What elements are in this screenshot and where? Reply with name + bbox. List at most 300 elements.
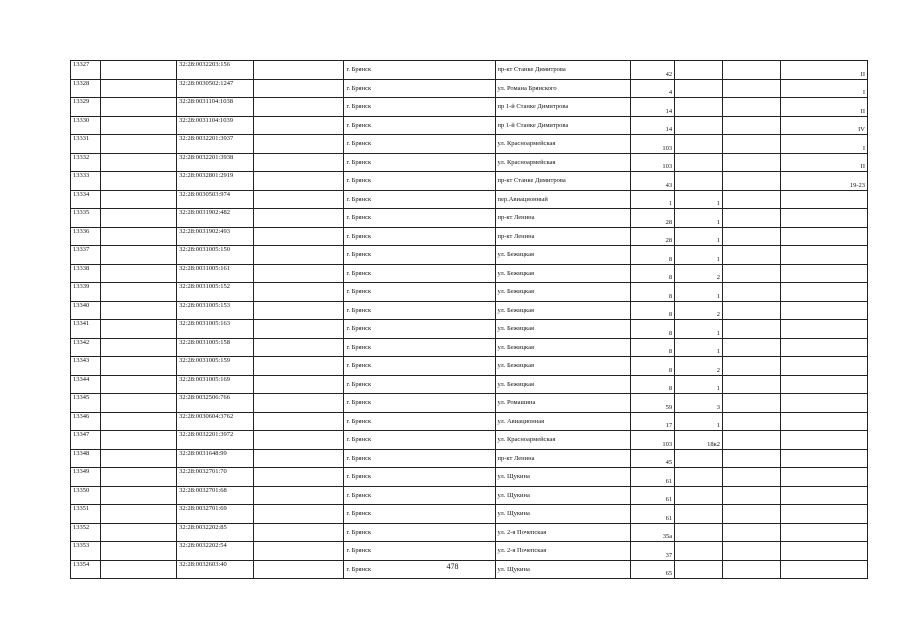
house-number-cell: [631, 394, 675, 413]
row-number-cell: [71, 227, 101, 246]
blank-cell: [100, 116, 177, 135]
house-number-cell: [631, 357, 675, 376]
cadastral-number-text: 32:28:0030503:974: [179, 190, 231, 198]
table-row: [71, 523, 868, 542]
blank-cell: [100, 190, 177, 209]
premises-number-cell: [781, 135, 868, 154]
cadastral-number-cell: [177, 264, 254, 283]
blank-cell: [723, 172, 781, 191]
cadastral-number-cell: [177, 172, 254, 191]
house-number-cell: [631, 264, 675, 283]
premises-number-cell: [781, 468, 868, 487]
row-number-cell: [71, 61, 101, 80]
house-number-cell: [631, 449, 675, 468]
street-text: ул. Щукина: [497, 510, 530, 517]
city-text: г. Брянск: [346, 158, 372, 166]
house-number-text: 8: [668, 366, 673, 374]
house-number-cell: [631, 116, 675, 135]
row-number-text: 13337: [73, 246, 90, 253]
cadastral-number-text: 32:28:0032202:54: [179, 542, 227, 549]
cadastral-number-text: 32:28:0031005:161: [179, 264, 231, 272]
blank-cell: [723, 357, 781, 376]
row-number-cell: [71, 375, 101, 394]
premises-number-cell: [781, 449, 868, 468]
city-cell: [344, 523, 495, 542]
premises-number-cell: [781, 227, 868, 246]
premises-number-text: IV: [858, 126, 865, 133]
cadastral-number-cell: [177, 116, 254, 135]
cadastral-number-text: 32:28:0031104:1038: [179, 98, 234, 105]
cadastral-number-cell: [177, 153, 254, 172]
premises-number-text: 19-23: [849, 181, 865, 189]
house-number-text: 35а: [662, 533, 673, 540]
blank-cell: [723, 246, 781, 265]
building-number-cell: [675, 246, 723, 265]
premises-number-cell: [781, 264, 868, 283]
street-text: ул. 2-я Почепская: [497, 528, 547, 536]
row-number-cell: [71, 431, 101, 450]
city-text: г. Брянск: [346, 140, 372, 147]
house-number-text: 28: [665, 237, 673, 244]
house-number-cell: [631, 190, 675, 209]
city-text: г. Брянск: [346, 454, 372, 462]
city-cell: [344, 542, 495, 561]
city-text: г. Брянск: [346, 325, 372, 332]
row-number-cell: [71, 172, 101, 191]
street-cell: [495, 301, 631, 320]
blank-cell: [253, 449, 344, 468]
house-number-cell: [631, 98, 675, 117]
premises-number-text: II: [860, 107, 865, 115]
city-cell: [344, 449, 495, 468]
city-text: г. Брянск: [346, 269, 372, 277]
city-cell: [344, 375, 495, 394]
cadastral-number-text: 32:28:0031005:159: [179, 357, 231, 364]
blank-cell: [723, 468, 781, 487]
row-number-cell: [71, 320, 101, 339]
row-number-cell: [71, 468, 101, 487]
house-number-text: 1: [668, 200, 673, 207]
table-row: [71, 227, 868, 246]
cadastral-number-text: 32:28:0031005:152: [179, 283, 231, 290]
street-text: ул. Романа Брянского: [497, 84, 557, 92]
building-number-text: 1: [716, 348, 721, 355]
cadastral-number-text: 32:28:0032701:70: [179, 468, 227, 475]
street-cell: [495, 505, 631, 524]
premises-number-cell: [781, 431, 868, 450]
table-row: [71, 375, 868, 394]
cadastral-number-text: 32:28:0032603:40: [179, 560, 227, 568]
building-number-cell: [675, 505, 723, 524]
city-cell: [344, 79, 495, 98]
cadastral-number-text: 32:28:0032201:3938: [179, 153, 234, 161]
premises-number-cell: [781, 357, 868, 376]
blank-cell: [253, 394, 344, 413]
house-number-cell: [631, 412, 675, 431]
blank-cell: [723, 190, 781, 209]
row-number-cell: [71, 209, 101, 228]
house-number-text: 61: [665, 514, 673, 522]
house-number-text: 8: [668, 329, 673, 337]
premises-number-cell: [781, 209, 868, 228]
city-cell: [344, 98, 495, 117]
city-text: г. Брянск: [346, 380, 372, 388]
blank-cell: [253, 301, 344, 320]
cadastral-number-text: 32:28:0032701:69: [179, 505, 227, 512]
row-number-cell: [71, 357, 101, 376]
house-number-cell: [631, 227, 675, 246]
premises-number-cell: [781, 301, 868, 320]
row-number-cell: [71, 449, 101, 468]
building-number-text: 1: [716, 385, 721, 392]
blank-cell: [723, 153, 781, 172]
cadastral-number-cell: [177, 320, 254, 339]
house-number-cell: [631, 320, 675, 339]
cadastral-number-text: 32:28:0030502:1247: [179, 79, 234, 87]
city-cell: [344, 505, 495, 524]
house-number-text: 42: [665, 70, 673, 78]
city-text: г. Брянск: [346, 195, 372, 203]
house-number-text: 14: [665, 107, 673, 115]
blank-cell: [100, 542, 177, 561]
row-number-cell: [71, 338, 101, 357]
blank-cell: [253, 79, 344, 98]
blank-cell: [723, 116, 781, 135]
table-row: [71, 153, 868, 172]
city-cell: [344, 431, 495, 450]
building-number-text: 2: [716, 311, 721, 318]
cadastral-number-cell: [177, 190, 254, 209]
row-number-text: 13336: [73, 227, 90, 235]
city-cell: [344, 190, 495, 209]
house-number-text: 8: [668, 255, 673, 263]
blank-cell: [100, 523, 177, 542]
street-text: ул. Авиационная: [497, 417, 545, 425]
street-cell: [495, 431, 631, 450]
building-number-cell: [675, 98, 723, 117]
row-number-text: 13349: [73, 468, 90, 475]
row-number-text: 13338: [73, 264, 90, 272]
cadastral-number-cell: [177, 61, 254, 80]
street-text: пр-кт Станке Димитрова: [497, 177, 566, 184]
table-row: [71, 116, 868, 135]
house-number-cell: [631, 246, 675, 265]
cadastral-number-text: 32:28:0032201:3937: [179, 135, 234, 142]
premises-number-cell: [781, 79, 868, 98]
row-number-cell: [71, 246, 101, 265]
street-cell: [495, 227, 631, 246]
row-number-cell: [71, 542, 101, 561]
row-number-text: 13353: [73, 542, 90, 549]
premises-number-cell: [781, 523, 868, 542]
city-text: г. Брянск: [346, 103, 372, 110]
building-number-cell: [675, 209, 723, 228]
blank-cell: [253, 61, 344, 80]
table-row: [71, 301, 868, 320]
house-number-cell: [631, 542, 675, 561]
street-text: ул. Бежицкая: [497, 343, 534, 351]
blank-cell: [723, 61, 781, 80]
blank-cell: [723, 135, 781, 154]
blank-cell: [100, 283, 177, 302]
house-number-text: 8: [668, 274, 673, 281]
blank-cell: [253, 375, 344, 394]
building-number-cell: [675, 61, 723, 80]
cadastral-number-text: 32:28:0032801:2919: [179, 172, 234, 179]
city-cell: [344, 209, 495, 228]
street-text: ул. Щукина: [497, 491, 530, 499]
cadastral-number-text: 32:28:0032203:156: [179, 61, 231, 68]
blank-cell: [723, 227, 781, 246]
cadastral-number-cell: [177, 357, 254, 376]
cadastral-number-cell: [177, 246, 254, 265]
premises-number-cell: [781, 98, 868, 117]
row-number-text: 13354: [73, 560, 90, 568]
cadastral-number-text: 32:28:0032506:766: [179, 394, 231, 401]
city-cell: [344, 357, 495, 376]
blank-cell: [723, 412, 781, 431]
city-cell: [344, 412, 495, 431]
street-cell: [495, 283, 631, 302]
cadastral-number-cell: [177, 98, 254, 117]
street-text: пер.Авиационный: [497, 195, 548, 203]
city-cell: [344, 61, 495, 80]
street-text: ул. Бежицкая: [497, 269, 534, 277]
cadastral-number-cell: [177, 468, 254, 487]
table-row: [71, 505, 868, 524]
blank-cell: [100, 357, 177, 376]
table-row: [71, 172, 868, 191]
house-number-cell: [631, 209, 675, 228]
row-number-text: 13351: [73, 505, 90, 512]
building-number-text: 1: [716, 255, 721, 263]
cadastral-number-cell: [177, 301, 254, 320]
row-number-cell: [71, 394, 101, 413]
city-cell: [344, 394, 495, 413]
house-number-cell: [631, 468, 675, 487]
house-number-text: 8: [668, 385, 673, 392]
house-number-text: 43: [665, 181, 673, 189]
city-text: г. Брянск: [346, 343, 372, 351]
city-cell: [344, 301, 495, 320]
building-number-text: 1: [716, 422, 721, 429]
city-cell: [344, 320, 495, 339]
blank-cell: [723, 98, 781, 117]
row-number-text: 13342: [73, 338, 90, 346]
cadastral-number-text: 32:28:0031104:1039: [179, 116, 234, 124]
blank-cell: [253, 246, 344, 265]
city-cell: [344, 153, 495, 172]
blank-cell: [723, 394, 781, 413]
city-text: г. Брянск: [346, 288, 372, 295]
premises-number-text: I: [862, 144, 865, 152]
building-number-cell: [675, 468, 723, 487]
city-text: г. Брянск: [346, 436, 372, 443]
building-number-text: 1: [716, 237, 721, 244]
house-number-cell: [631, 172, 675, 191]
street-text: ул. Ромашина: [497, 399, 536, 406]
row-number-text: 13350: [73, 486, 90, 494]
row-number-cell: [71, 283, 101, 302]
register-table-body: [71, 61, 868, 579]
city-text: г. Брянск: [346, 565, 372, 573]
city-text: г. Брянск: [346, 121, 372, 129]
row-number-text: 13340: [73, 301, 90, 309]
cadastral-number-text: 32:28:0031902:493: [179, 227, 231, 235]
row-number-text: 13332: [73, 153, 90, 161]
cadastral-number-cell: [177, 412, 254, 431]
house-number-cell: [631, 301, 675, 320]
cadastral-number-cell: [177, 394, 254, 413]
building-number-cell: [675, 301, 723, 320]
premises-number-cell: [781, 190, 868, 209]
house-number-text: 59: [665, 403, 673, 411]
city-text: г. Брянск: [346, 232, 372, 240]
building-number-text: 3: [716, 403, 721, 411]
blank-cell: [253, 227, 344, 246]
blank-cell: [100, 505, 177, 524]
city-cell: [344, 468, 495, 487]
house-number-cell: [631, 283, 675, 302]
street-text: ул. Бежицкая: [497, 380, 534, 388]
blank-cell: [100, 449, 177, 468]
table-row: [71, 357, 868, 376]
blank-cell: [100, 301, 177, 320]
table-row: [71, 209, 868, 228]
street-cell: [495, 468, 631, 487]
page-number: 478: [446, 562, 459, 571]
building-number-cell: [675, 172, 723, 191]
street-text: пр-кт Ленина: [497, 214, 535, 221]
blank-cell: [100, 61, 177, 80]
house-number-cell: [631, 431, 675, 450]
house-number-text: 103: [662, 144, 673, 152]
street-cell: [495, 135, 631, 154]
blank-cell: [253, 153, 344, 172]
blank-cell: [253, 98, 344, 117]
blank-cell: [723, 79, 781, 98]
blank-cell: [253, 283, 344, 302]
cadastral-number-cell: [177, 431, 254, 450]
city-text: г. Брянск: [346, 362, 372, 369]
city-text: г. Брянск: [346, 84, 372, 92]
city-text: г. Брянск: [346, 306, 372, 314]
blank-cell: [100, 412, 177, 431]
premises-number-text: I: [862, 89, 865, 96]
street-text: пр 1-й Станке Димитрова: [497, 103, 569, 110]
premises-number-cell: [781, 338, 868, 357]
premises-number-cell: [781, 246, 868, 265]
blank-cell: [253, 505, 344, 524]
house-number-cell: [631, 61, 675, 80]
row-number-text: 13346: [73, 412, 90, 420]
premises-number-cell: [781, 505, 868, 524]
city-text: г. Брянск: [346, 491, 372, 499]
table-row: [71, 394, 868, 413]
city-text: г. Брянск: [346, 66, 372, 73]
building-number-cell: [675, 449, 723, 468]
blank-cell: [253, 412, 344, 431]
row-number-cell: [71, 190, 101, 209]
blank-cell: [100, 246, 177, 265]
building-number-text: 1: [716, 292, 721, 300]
blank-cell: [723, 338, 781, 357]
street-cell: [495, 98, 631, 117]
blank-cell: [100, 227, 177, 246]
row-number-text: 13329: [73, 98, 90, 105]
blank-cell: [723, 523, 781, 542]
blank-cell: [100, 431, 177, 450]
house-number-text: 61: [665, 477, 673, 485]
premises-number-text: II: [860, 163, 865, 170]
cadastral-number-cell: [177, 227, 254, 246]
row-number-text: 13331: [73, 135, 90, 142]
street-text: ул. Бежицкая: [497, 362, 534, 369]
cadastral-number-text: 32:28:0032701:68: [179, 486, 227, 494]
building-number-cell: [675, 338, 723, 357]
street-cell: [495, 209, 631, 228]
city-cell: [344, 172, 495, 191]
row-number-text: 13327: [73, 61, 90, 68]
cadastral-number-text: 32:28:0031648:99: [179, 449, 227, 457]
building-number-cell: [675, 412, 723, 431]
table-row: [71, 412, 868, 431]
city-text: г. Брянск: [346, 214, 372, 221]
cadastral-number-text: 32:28:0031005:153: [179, 301, 231, 309]
street-text: ул. Бежицкая: [497, 325, 534, 332]
city-text: г. Брянск: [346, 510, 372, 517]
row-number-text: 13341: [73, 320, 90, 327]
blank-cell: [100, 320, 177, 339]
premises-number-cell: [781, 153, 868, 172]
blank-cell: [723, 449, 781, 468]
cadastral-number-cell: [177, 449, 254, 468]
row-number-text: 13347: [73, 431, 90, 438]
premises-number-cell: [781, 61, 868, 80]
street-cell: [495, 394, 631, 413]
blank-cell: [100, 264, 177, 283]
city-cell: [344, 486, 495, 505]
building-number-text: 18к2: [707, 440, 721, 448]
city-text: г. Брянск: [346, 417, 372, 425]
cadastral-number-text: 32:28:0031005:150: [179, 246, 231, 253]
cadastral-number-cell: [177, 505, 254, 524]
street-cell: [495, 116, 631, 135]
table-row: [71, 320, 868, 339]
city-text: г. Брянск: [346, 547, 372, 554]
row-number-cell: [71, 505, 101, 524]
cadastral-number-cell: [177, 209, 254, 228]
street-text: пр-кт Станке Димитрова: [497, 66, 566, 73]
house-number-cell: [631, 486, 675, 505]
cadastral-number-cell: [177, 135, 254, 154]
building-number-cell: [675, 375, 723, 394]
street-cell: [495, 264, 631, 283]
city-text: г. Брянск: [346, 473, 372, 480]
premises-number-cell: [781, 375, 868, 394]
house-number-text: 8: [668, 311, 673, 318]
table-row: [71, 135, 868, 154]
cadastral-number-cell: [177, 79, 254, 98]
row-number-text: 13344: [73, 375, 90, 383]
row-number-text: 13328: [73, 79, 90, 87]
row-number-text: 13348: [73, 449, 90, 457]
street-cell: [495, 523, 631, 542]
street-cell: [495, 61, 631, 80]
street-text: ул. Бежицкая: [497, 306, 534, 314]
blank-cell: [100, 153, 177, 172]
table-row: [71, 190, 868, 209]
